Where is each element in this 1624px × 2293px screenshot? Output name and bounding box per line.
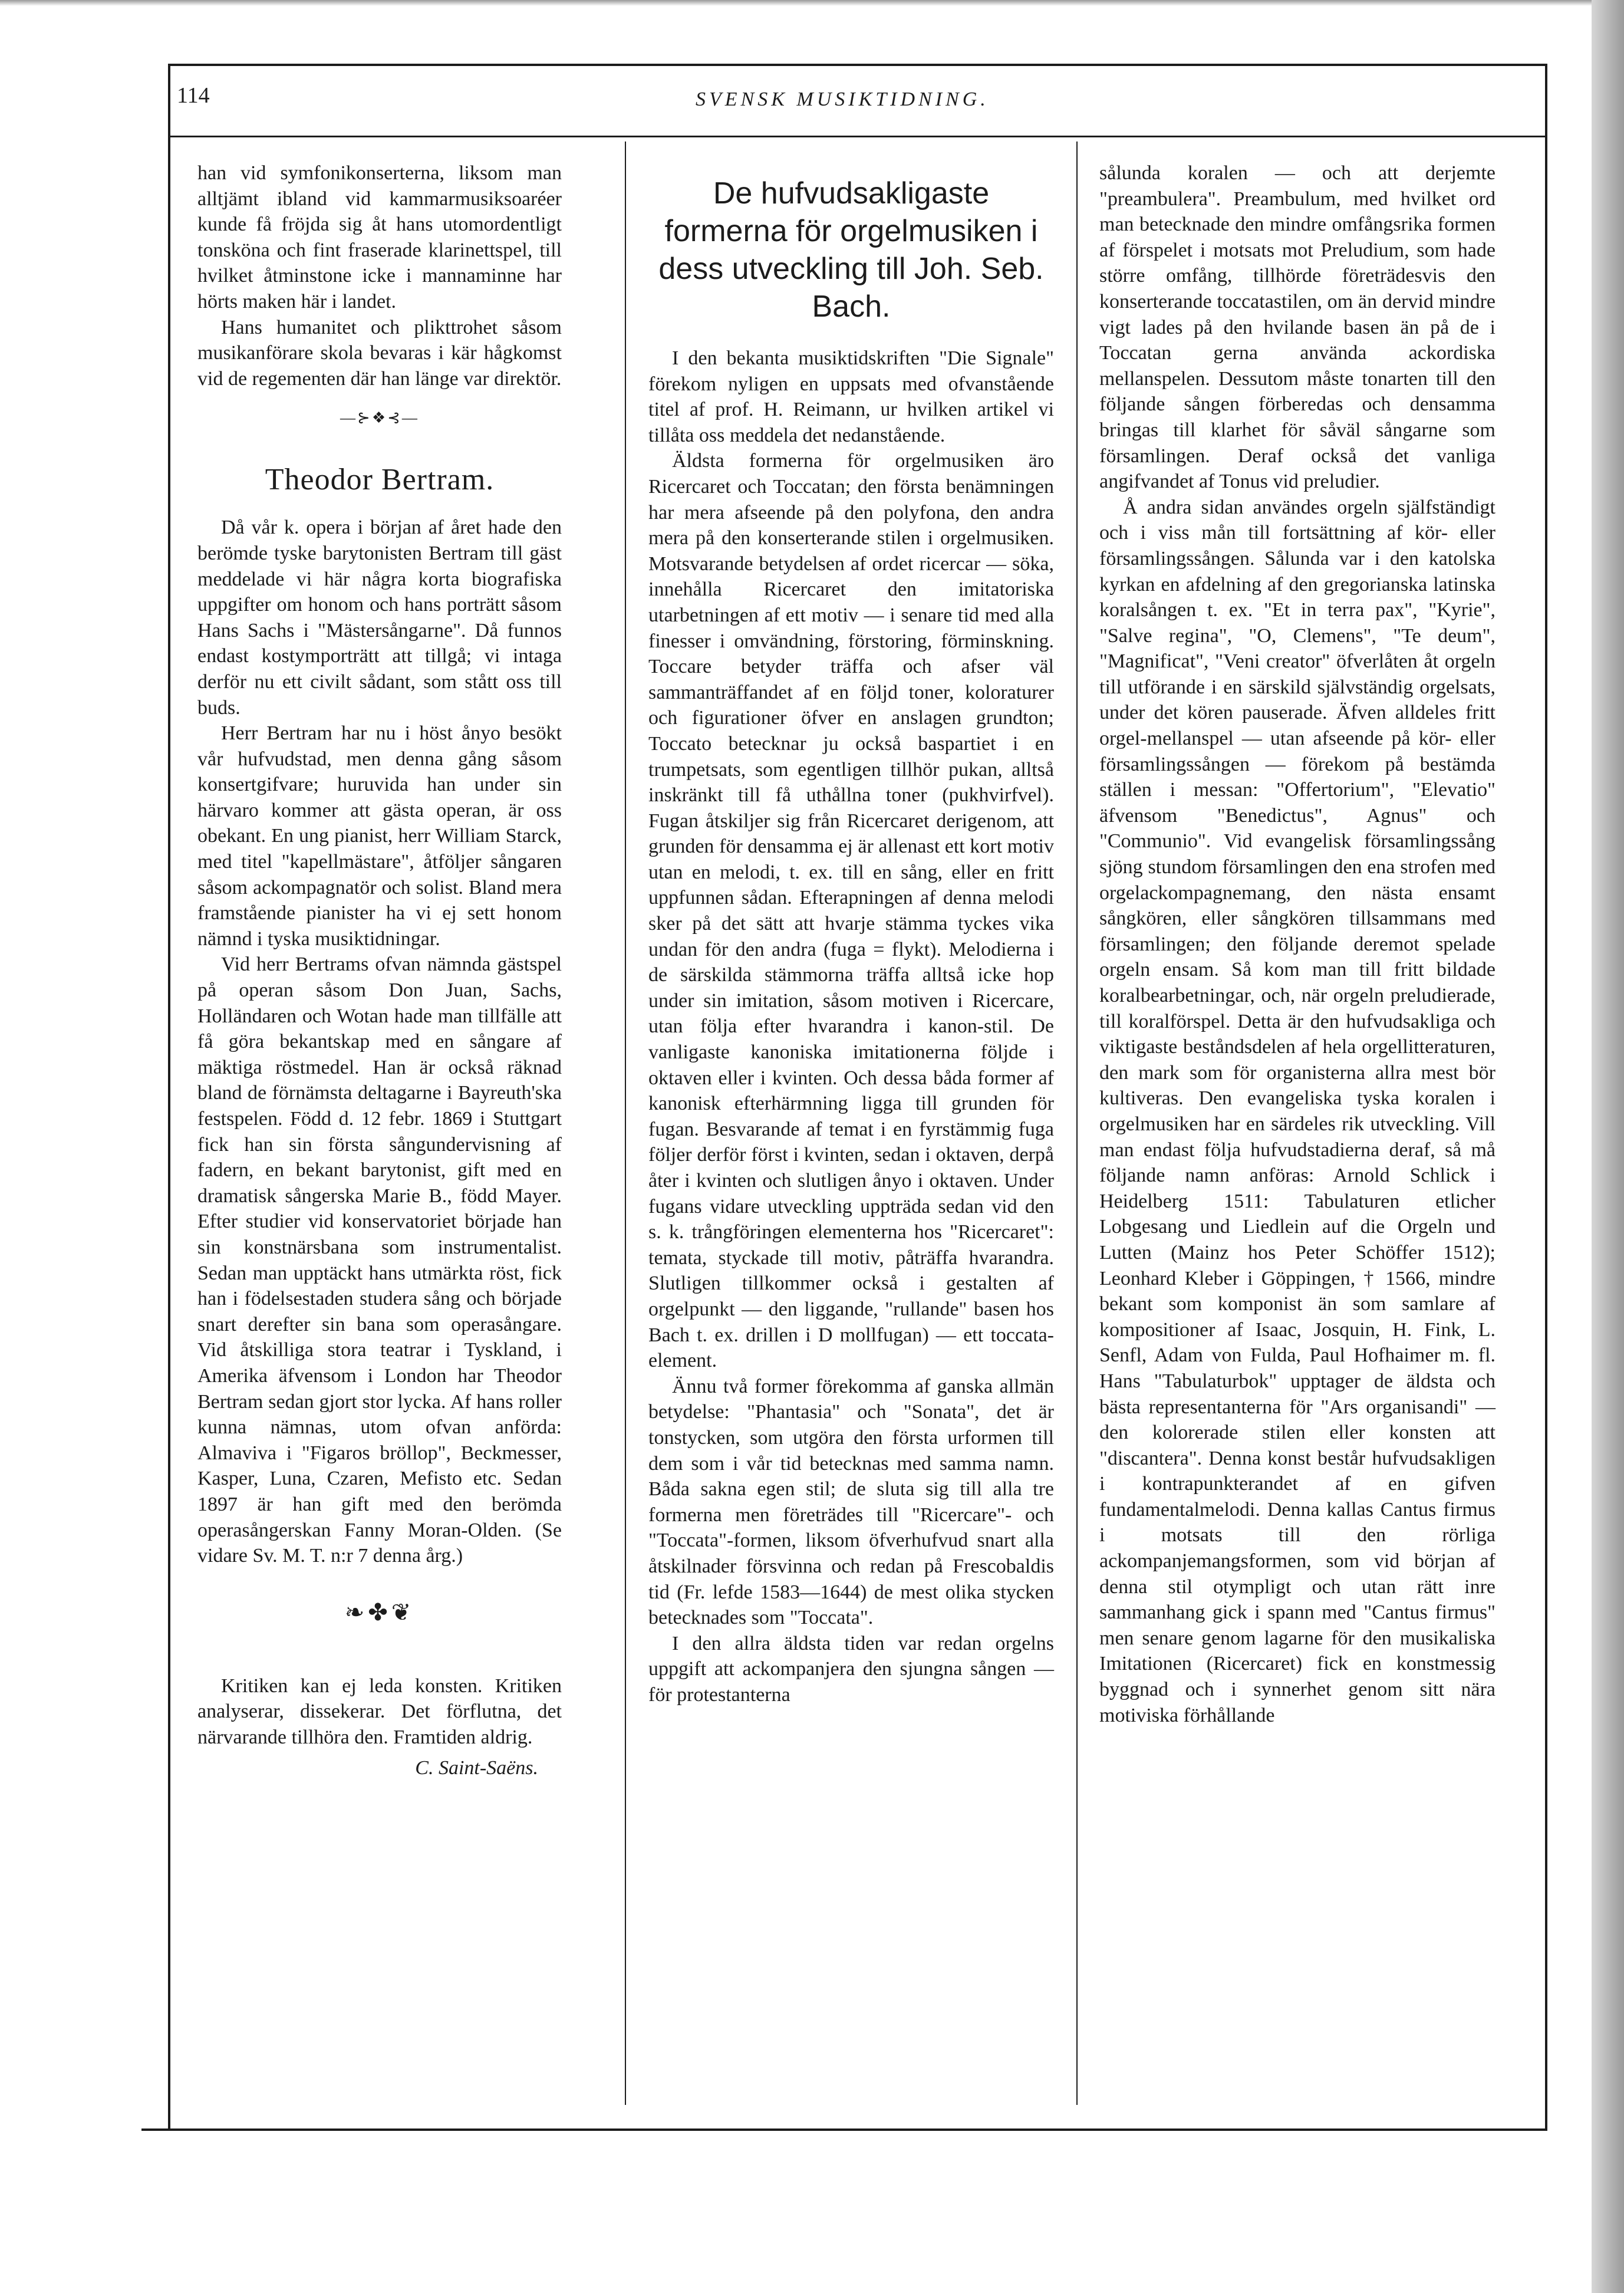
section-title: Theodor Bertram. (265, 463, 495, 497)
running-head: SVENSK MUSIKTIDNING. (696, 88, 989, 110)
ornament-vignette: ❧✤❦ (344, 1598, 415, 1626)
article-title: De hufvudsakligaste formerna för orgelmusiken i dess utveckling till Joh. Seb. Bach. (658, 176, 1044, 324)
col3-paragraph: sålunda koralen — och att derjemte "preambulera". Preambulum, med hvilket ord man betecknade den mindre omfångsrika formen af förspelet i motsats mot Preludium, som hade större omfång, tillhörde företrädesvis den konserterande toccatastilen, om än dervid mindre vigt lades på den hvilande basen än på de i Toccatan gerna använda ackordiska mellanspelen. Dessutom måste tonarten till den följande sången förberedas och densamma bringas till klarhet för såväl sångarne som församlingen. Deraf också det vanliga angifvandet af Tonus vid preludier. (1099, 162, 1495, 493)
col1-paragraph: han vid symfonikonserterna, liksom man alltjämt ibland vid kammarmusiksoaréer kunde få fröjda sig åt hans utomordentligt tonsköna och fint fraserade klarinettspel, till hvilket åtminstone icke i mannaminne har hörts maken här i landet. (197, 162, 562, 312)
frame-top-rule (168, 64, 1547, 66)
col1-paragraph: Herr Bertram har nu i höst ånyo besökt vår hufvudstad, men denna gång såsom konsertgifvare; huruvida han under sin härvaro kommer att gästa operan, är oss obekant. En ung pianist, herr William Starck, med titel "kapellmästare", åtföljer sångaren såsom ackompagnatör och solist. Bland mera framstående pianister ha vi ej sett honom nämnd i tyska musiktidningar. (197, 722, 562, 950)
col1-paragraph: Hans humanitet och plikttrohet såsom musikanförare skola bevaras i kär hågkomst vid de regementen där han länge var direktör. (197, 316, 562, 390)
ornament-divider: —⊱❖⊰— (340, 409, 419, 427)
col2-paragraph: I den allra äldsta tiden var redan orgelns uppgift att ackompanjera den sjungna sången — för protestanterna (648, 1632, 1054, 1706)
col2-paragraph: Ännu två former förekomma af ganska allmän betydelse: "Phantasia" och "Sonata", det är tonstycken, som utgöra den första urformen till dem som i vår tid betecknas med samma namn. Båda sakna egen stil; de sluta sig till alla tre formerna men företrädes till "Ricercare"- och "Toccata"-formen, liksom öfverhufvud snart alla åtskilnader försvinna och redan på Frescobaldis tid (Fr. lefde 1583—1644) de mest olika stycken betecknades som "Toccata". (648, 1375, 1054, 1629)
quote-author: C. Saint-Saëns. (415, 1757, 538, 1779)
column-divider-2 (1076, 142, 1078, 2105)
header-rule (168, 136, 1547, 137)
column-3 (1099, 160, 1495, 1728)
col1-paragraph: Då vår k. opera i början af året hade den berömde tyske barytonisten Bertram till gäst meddelade vi här några korta biografiska uppgifter om honom och hans porträtt såsom Hans Sachs i "Mästersångarne". Då funnos endast kostymporträtt att tillgå; vi intaga derför nu ett civilt sådant, som stått oss till buds. (197, 516, 562, 719)
page-number: 114 (177, 83, 210, 108)
frame-right-rule (1545, 64, 1547, 2130)
col2-paragraph: Äldsta formerna för orgelmusiken äro Ricercaret och Toccatan; den första benämningen har mera afseende på den polyfona, den andra mera på den konserterande stilen i orgelmusiken. Motsvarande betydelsen af ordet ricercar — söka, innehålla Ricercaret den imitatoriska utarbetningen af ett motiv — i senare tid med alla finesser i omvändning, förstoring, förminskning. Toccare betyder träffa och afser väl sammanträffandet af en följd toner, koloraturer och figurationer öfver en anslagen grundton; Toccato betecknar ju också baspartiet i en trumpetsats, som egentligen tillhör pukan, alltså inskränkt till få uthållna toner (pukhvirfvel). Fugan åtskiljer sig från Ricercaret derigenom, att grunden för densamma ej är allenast ett kort motiv utan en melodi, t. ex. till en sång, eller en fritt uppfunnen sådan. Efterapningen af denna melodi sker på det sätt att hvarje stämma tyckes vika undan för den andra (fuga = flykt). Melodierna i de särskilda stämmorna träffa alltså icke hop under sin imitation, såsom motiven i Ricercare, utan följa efter hvarandra i kanon-stil. De vanligaste kanoniska imitationerna följde i oktaven eller i kvinten. Och dessa båda former af kanonisk efterhärmning ligga till grunden för fugan. Besvarande af temat i en fyrstämmig fuga följer derför först i kvinten, sedan i oktaven, derpå åter i kvinten och slutligen ånyo i oktaven. Under fugans vidare utveckling uppträda sedan vid den s. k. trångföringen elementerna hos "Ricercaret": temata, styckade till motiv, påträffa hvarandra. Slutligen tillkommer också i gestalten af orgelpunkt — den liggande, "rullande" basen hos Bach t. ex. drillen i D mollfugan) — ett toccata-element. (648, 450, 1054, 1372)
column-divider-1 (625, 142, 626, 2105)
frame-left-rule (168, 64, 170, 2130)
column-2 (648, 160, 1054, 1708)
col3-paragraph: Å andra sidan användes orgeln själfständigt och i viss mån till fortsättning af kör- eller församlingssången. Sålunda var i den katolska kyrkan en afdelning af den gregorianska latinska koralsången t. ex. "Et in terra pax", "Kyrie", "Salve regina", "O, Clemens", "Te deum", "Magnificat", "Veni creator" öfverlåten åt orgeln till utförande i en särskild självständig orgelsats, under det kören pauserade. Äfven alldeles fritt orgel-mellanspel — utan afseende på kör- eller församlingssången — förekom på bestämda ställen i messan: "Offertorium", "Elevatio" äfvensom "Benedictus", Agnus" och "Communio". Vid evangelisk församlingssång sjöng stundom församlingen den ena strofen med orgelackompagnemang, den nästa ensamt sångkören, eller sångkören tillsammans med församlingen; den följande deremot spelade orgeln ensam. Så kom man till fritt bildade koralbearbetningar, och, när orgeln preludierade, till koralförspel. Detta är den hufvudsakliga och viktigaste beståndsdelen af hela orgellitteraturen, den mark som för organisterna allra mest bör kultiveras. Den evangeliska tyska koralen i orgelmusiken har en särdeles rik utveckling. Vill man endast följa hufvudstadierna deraf, så må följande namn anföras: Arnold Schlick i Heidelberg 1511: Tabulaturen etlicher Lobgesang und Liedlein auf die Orgeln und Lutten (Mainz hos Peter Schöffer 1512); Leonhard Kleber i Göppingen, † 1566, mindre bekant som komponist än som samlare af kompositioner af Isaac, Josquin, H. Fink, L. Senfl, Adam von Fulda, Paul Hofhaimer m. fl. Hans "Tabulaturbok" upptager de äldsta och bästa representanterna för "Ars organisandi" — den kolorerade stilen eller konsten att "discantera". Denna konst består hufvudsakligen i kontrapunkterandet af en gifven fundamentalmelodi. Denna kallas Cantus firmus i motsats till den rörliga ackompanjemangsformen, som vid början af denna stil otympligt och utan rätt inre sammanhang gick i spann med "Cantus firmus" men senare genom lagarne för den musikaliska Imitationen (Ricercaret) fick en konstmessig byggnad och i synnerhet genom sitt nära motiviska förhållande (1099, 496, 1495, 1726)
page-edge-top (0, 0, 1592, 6)
quote-text: Kritiken kan ej leda konsten. Kritiken analyserar, dissekerar. Det förflutna, det närvarande tillhöra den. Framtiden aldrig. (197, 1674, 562, 1748)
footer-rule (141, 2128, 1547, 2131)
page-edge-right (1592, 0, 1624, 2293)
col2-paragraph: I den bekanta musiktidskriften "Die Signale" förekom nyligen en uppsats med ofvanstående titel af prof. H. Reimann, ur hvilken artikel vi tillåta oss meddela det nedanstående. (648, 347, 1054, 446)
col1-paragraph: Vid herr Bertrams ofvan nämnda gästspel på operan såsom Don Juan, Sachs, Holländaren och Wotan hade man tillfälle att få göra bekantskap med en sångare af mäktiga röstmedel. Han är också räknad bland de förnämsta deltagarne i Bayreuth'ska festspelen. Född d. 12 febr. 1869 i Stuttgart fick han sin första sångundervisning af fadern, en bekant barytonist, gift med en dramatisk sångerska Marie B., född Mayer. Efter studier vid konservatoriet började han sin konstnärsbana som instrumentalist. Sedan man upptäckt hans utmärkta röst, fick han i födelsestaden studera sång och började snart derefter sin bana som operasångare. Vid åtskilliga stora teatrar i Tyskland, i Amerika äfvensom i London har Theodor Bertram sedan gjort stor lycka. Af hans roller kunna nämnas, utom ofvan anförda: Almaviva i "Figaros bröllop", Beckmesser, Kasper, Luna, Czaren, Mefisto etc. Sedan 1897 är han gift med den berömda operasångerskan Fanny Moran-Olden. (Se vidare Sv. M. T. n:r 7 denna årg.) (197, 953, 562, 1567)
column-1 (197, 160, 562, 1779)
